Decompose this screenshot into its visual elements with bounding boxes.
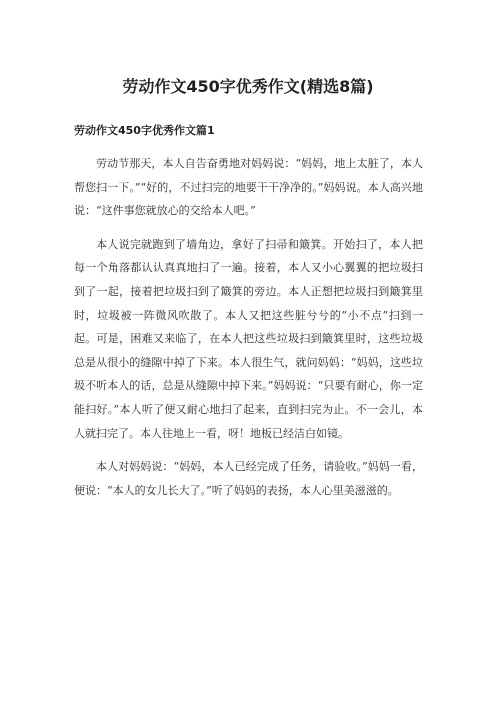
article-body: [74, 152, 423, 512]
document-title: 劳动作文450字优秀作文(精选8篇): [122, 77, 374, 96]
paragraph-2: 本人说完就跑到了墙角边，拿好了扫帚和簸箕。开始扫了，本人把每一个角落都认认真真地扫了一遍。接着，本人又小心翼翼的把垃圾扫到了一起，接着把垃圾扫到了簸箕的旁边。本人正想把垃圾扫到簸箕里时，垃圾被一阵微风吹散了。本人又把这些脏兮兮的“小不点”扫到一起。可是，困难又来临了，在本人把这些垃圾扫到簸箕里时，这些垃圾总是从很小的缝隙中掉了下来。本人很生气，就问妈妈：“妈妈，这些垃圾不听本人的话，总是从缝隙中掉下来。”妈妈说：“只要有耐心，你一定能扫好。”本人听了便又耐心地扫了起来，直到扫完为止。不一会儿，本人就扫完了。本人往地上一看，呀！地板已经洁白如镜。: [74, 237, 423, 440]
paragraph-1: 劳动节那天，本人自告奋勇地对妈妈说：“妈妈，地上太脏了，本人帮您扫一下。”“好的，不过扫完的地要干干净净的。”妈妈说。本人高兴地说：“这件事您就放心的交给本人吧。”: [74, 157, 423, 218]
section-heading: 劳动作文450字优秀作文篇1: [74, 124, 215, 137]
paragraph-3: 本人对妈妈说：“妈妈，本人已经完成了任务，请验收。”妈妈一看，便说：“本人的女儿长大了。”听了妈妈的表扬，本人心里美滋滋的。: [74, 460, 423, 497]
